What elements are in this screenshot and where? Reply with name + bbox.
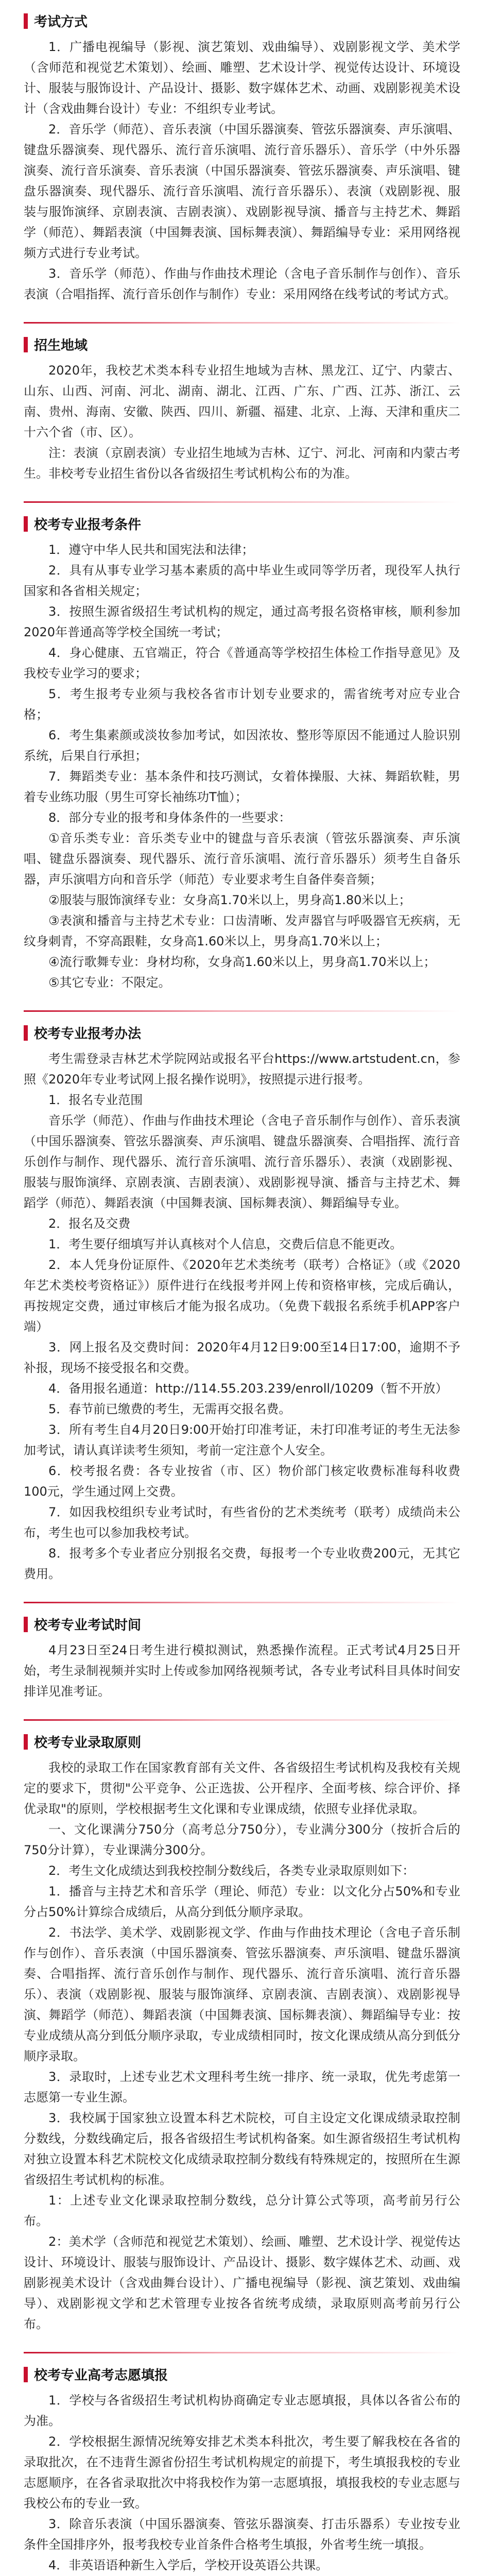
procedure-para: 2．本人凭身份证原件、《2020年艺术类统考（联考）合格证》（或《2020年艺术类校考资格证》）原件进行在线报考并网上传和资格审核，完成后确认，再按规定交费，通过审核后才能为报名成功。（免费下载报名系统手机APP客户端） [24, 1258, 460, 1334]
conditions-para: 5．考生报考专业须与我校各省市计划专业要求的，需省统考对应专业合格； [24, 687, 460, 722]
volunteer-para: 3．除音乐表演（中国乐器演奏、管弦乐器演奏、打击乐器系）专业按专业条件全国排序外，报考我校专业首条件合格考生填报，外省考生统一填报。 [24, 2517, 460, 2552]
conditions-section [24, 514, 460, 993]
procedure-para: 1．报名专业范围 [48, 1093, 143, 1107]
admission-para: 3．录取时，上述专业艺术文理科考生统一排序、统一录取，优先考虑第一志愿第一专业生源。 [24, 2070, 460, 2105]
section-divider [24, 2352, 460, 2353]
procedure-para: 6．校考报名费：各专业按省（市、区）物价部门核定收费标准每科收费100元，学生通过网上交费。 [24, 1464, 460, 1499]
admission-para: 2：美术学（含师范和视觉艺术策划）、绘画、雕塑、艺术设计学、视觉传达设计、环境设计、服装与服饰设计、产品设计、摄影、数字媒体艺术、动画、戏剧影视美术设计（含戏曲舞台设计）、广播电视编导（影视、演艺策划、戏曲编导）、戏剧影视文学和艺术管理专业按各省统考成绩，录取原则高考前另行公布。 [24, 2234, 460, 2331]
procedure-para: 音乐学（师范）、作曲与作曲技术理论（含电子音乐制作与创作）、音乐表演（中国乐器演奏、管弦乐器演奏、声乐演唱、键盘乐器演奏、合唱指挥、流行音乐创作与制作、现代器乐、流行音乐演唱、流行音乐器乐）、表演（戏剧影视、服装与服饰演绎、京剧表演、吉剧表演）、戏剧影视导演、播音与主持艺术、舞蹈学（师范）、舞蹈表演（中国舞表演、国标舞表演）、舞蹈编导专业。 [24, 1113, 460, 1210]
conditions-para: 6．考生集素颜或淡妆参加考试，如因浓妆、整形等原因不能通过人脸识别系统，后果自行承担； [24, 728, 460, 763]
section-divider [24, 322, 460, 324]
enrollment-area-title: 招生地域 [34, 338, 88, 353]
admission-para: 2．考生文化成绩达到我校控制分数线后，各类专业录取原则如下： [48, 1863, 415, 1878]
enrollment-area-para: 注：表演（京剧表演）专业招生地域为吉林、辽宁、河北、河南和内蒙古考生。非校考专业招生省份以各省级招生考试机构公布的为准。 [24, 446, 460, 481]
conditions-para: 4．身心健康、五官端正，符合《普通高等学校招生体检工作指导意见》及我校专业学习的要求； [24, 646, 460, 681]
exam-time-para: 4月23日至24日考生进行模拟测试，熟悉操作流程。正式考试4月25日开始，考生录制视频并实时上传或参加网络视频考试，各专业考试科目具体时间安排详见准考证。 [24, 1643, 460, 1699]
conditions-para: 3．按照生源省级招生考试机构的规定，通过高考报名资格审核，顺利参加2020年普通高等学校全国统一考试； [24, 604, 460, 639]
section-divider [24, 501, 460, 503]
procedure-para: 3．网上报名及交费时间：2020年4月12日9:00至14日17:00，逾期不予补报，现场不接受报名和交费。 [24, 1340, 460, 1375]
volunteer-heading [24, 2365, 460, 2384]
enrollment-area-para: 2020年，我校艺术类本科专业招生地域为吉林、黑龙江、辽宁、内蒙古、山东、山西、河南、河北、湖南、湖北、江西、广东、广西、江苏、浙江、云南、贵州、海南、安徽、陕西、四川、新疆、福建、北京、上海、天津和重庆二十六个省（市、区）。 [24, 363, 460, 439]
procedure-para: 2．报名及交费 [48, 1216, 131, 1231]
exam-method-heading [24, 11, 460, 30]
exam-method-para: 1．广播电视编导（影视、演艺策划、戏曲编导）、戏剧影视文学、美术学（含师范和视觉艺术策划）、绘画、雕塑、艺术设计学、视觉传达设计、环境设计、服装与服饰设计、产品设计、摄影、数字媒体艺术、动画、戏剧影视美术设计（含戏曲舞台设计）专业：不组织专业考试。 [24, 40, 460, 116]
volunteer-para: 4．非英语语种新生入学后，学校开设英语公共课。 [48, 2558, 329, 2572]
admission-section [24, 1732, 460, 2334]
procedure-title: 校考专业报考办法 [34, 1026, 142, 1042]
section-divider [24, 1010, 460, 1012]
exam-time-section [24, 1615, 460, 1702]
exam-method-title: 考试方式 [34, 14, 88, 30]
conditions-para: ①音乐类专业：音乐类专业中的键盘与音乐表演（管弦乐器演奏、声乐演唱、键盘乐器演奏、现代器乐、流行音乐演唱、流行音乐器乐）须考生自备乐器，声乐演唱方向和音乐学（师范）专业要求考生自备伴奏音频； [24, 831, 460, 887]
conditions-title: 校考专业报考条件 [34, 517, 142, 533]
page [0, 11, 484, 2576]
exam-method-section [24, 11, 460, 304]
conditions-para: ③表演和播音与主持艺术专业：口齿清晰、发声器官与呼吸器官无疾病，无纹身刺青，不穿高跟鞋，女身高1.60米以上，男身高1.70米以上； [24, 913, 460, 948]
conditions-para: ⑤其它专业：不限定。 [48, 975, 171, 990]
procedure-heading [24, 1023, 460, 1042]
admission-para: 一、文化课满分750分（高考总分750分），专业满分300分（按折合后的750分计算），专业课满分300分。 [24, 1822, 460, 1857]
admission-para: 我校的录取工作在国家教育部有关文件、各省级招生考试机构及我校有关规定的要求下，贯彻"公平竞争、公正选拔、公开程序、全面考核、综合评价、择优录取"的原则，学校根据考生文化课和专业课成绩，依照专业择优录取。 [24, 1760, 460, 1816]
conditions-heading [24, 514, 460, 533]
heading-bar-icon [24, 1734, 28, 1750]
conditions-para: 7．舞蹈类专业：基本条件和技巧测试，女着体操服、大袜、舞蹈软鞋，男着专业练功服（男生可穿长袖练功T恤）； [24, 769, 460, 804]
conditions-para: 1．遵守中华人民共和国宪法和法律； [48, 543, 254, 557]
admission-title: 校考专业录取原则 [34, 1735, 142, 1751]
volunteer-para: 2．学校根据生源情况统筹安排艺术类本科批次，考生要了解我校在各省的录取批次，在不违背生源省份招生考试机构规定的前提下，考生填报我校的专业志愿顺序，在各省录取批次中将我校作为第一志愿填报，填报我校的专业志愿与我校公布的专业一致。 [24, 2434, 460, 2511]
admission-para: 3．我校属于国家独立设置本科艺术院校，可自主设定文化课成绩录取控制分数线，分数线确定后，报各省级招生考试机构备案。如生源省级招生考试机构对独立设置本科艺术院校文化成绩录取控制分数线有特殊规定的，按照所在生源省级招生考试机构的标准。 [24, 2111, 460, 2187]
admission-para: 1．播音与主持艺术和音乐学（理论、师范）专业：以文化分占50%和专业分占50%计算综合成绩后，从高分到低分顺序录取。 [24, 1884, 460, 1919]
exam-time-title: 校考专业考试时间 [34, 1618, 142, 1633]
section-divider [24, 1719, 460, 1721]
section-divider [24, 1602, 460, 1603]
enrollment-area-section [24, 335, 460, 484]
heading-bar-icon [24, 13, 28, 29]
volunteer-para: 1．学校与各省级招生考试机构协商确定专业志愿填报，具体以各省公布的为准。 [24, 2393, 460, 2428]
volunteer-section [24, 2365, 460, 2575]
procedure-para: 1．考生要仔细填写并认真核对个人信息，交费后信息不能更改。 [48, 1237, 403, 1251]
exam-method-para: 3．音乐学（师范）、作曲与作曲技术理论（含电子音乐制作与创作）、音乐表演（合唱指挥、流行音乐创作与制作）专业：采用网络在线考试的考试方式。 [24, 266, 460, 301]
heading-bar-icon [24, 337, 28, 352]
procedure-para: 3．所有考生自4月20日9:00开始打印准考证，未打印准考证的考生无法参加考试，请认真详读考生须知，考前一定注意个人安全。 [24, 1422, 460, 1458]
conditions-para: 2．具有从事专业学习基本素质的高中毕业生或同等学历者，现役军人执行国家和各省相关规定； [24, 563, 460, 598]
volunteer-title: 校考专业高考志愿填报 [34, 2368, 168, 2383]
procedure-para: 4．备用报名通道：http://114.55.203.239/enroll/10209（暂不开放） [48, 1381, 448, 1396]
enrollment-area-heading [24, 335, 460, 354]
heading-bar-icon [24, 1025, 28, 1041]
admission-para: 1：上述专业文化课录取控制分数线，总分计算公式等项，高考前另行公布。 [24, 2193, 460, 2228]
conditions-para: ④流行歌舞专业：身材均称，女身高1.60米以上，男身高1.70米以上； [48, 955, 436, 969]
procedure-para: 考生需登录吉林艺术学院网站或报名平台https://www.artstudent.cn，参照《2020年专业考试网上报名操作说明》，按照提示进行报考。 [24, 1052, 460, 1087]
admission-para: 2．书法学、美术学、戏剧影视文学、作曲与作曲技术理论（含电子音乐制作与创作）、音乐表演（中国乐器演奏、管弦乐器演奏、声乐演唱、键盘乐器演奏、合唱指挥、流行音乐创作与制作、现代器乐、流行音乐演唱、流行音乐器乐）、表演（戏剧影视、服装与服饰演绎、京剧表演、吉剧表演）、戏剧影视导演、舞蹈学（师范）、舞蹈表演（中国舞表演、国标舞表演）、舞蹈编导专业：按专业成绩从高分到低分顺序录取，专业成绩相同时，按文化课成绩从高分到低分顺序录取。 [24, 1925, 460, 2063]
admission-heading [24, 1732, 460, 1751]
heading-bar-icon [24, 516, 28, 532]
heading-bar-icon [24, 2367, 28, 2382]
procedure-para: 5．春节前已缴费的考生，无需再交报名费。 [48, 1402, 291, 1416]
conditions-para: ②服装与服饰演绎专业：女身高1.70米以上，男身高1.80米以上； [48, 893, 411, 907]
procedure-para: 8．报考多个专业者应分别报名交费，每报考一个专业收费200元，无其它费用。 [24, 1546, 460, 1581]
procedure-section [24, 1023, 460, 1584]
procedure-para: 7．如因我校组织专业考试时，有些省份的艺术类统考（联考）成绩尚未公布，考生也可以参加我校考试。 [24, 1505, 460, 1540]
exam-time-heading [24, 1615, 460, 1634]
heading-bar-icon [24, 1617, 28, 1632]
conditions-para: 8．部分专业的报考和身体条件的一些要求： [48, 810, 291, 825]
exam-method-para: 2．音乐学（师范）、音乐表演（中国乐器演奏、管弦乐器演奏、声乐演唱、键盘乐器演奏、现代器乐、流行音乐演唱、流行音乐器乐）、音乐学（中外乐器演奏、流行音乐演奏、音乐表演（中国乐器演奏、管弦乐器演奏、声乐演唱、键盘乐器演奏、现代器乐、流行音乐演唱、流行音乐器乐）、表演（戏剧影视、服装与服饰演绎、京剧表演、吉剧表演）、戏剧影视导演、播音与主持艺术、舞蹈学（师范）、舞蹈表演（中国舞表演、国标舞表演）、舞蹈编导专业：采用网络视频方式进行专业考试。 [24, 122, 460, 260]
